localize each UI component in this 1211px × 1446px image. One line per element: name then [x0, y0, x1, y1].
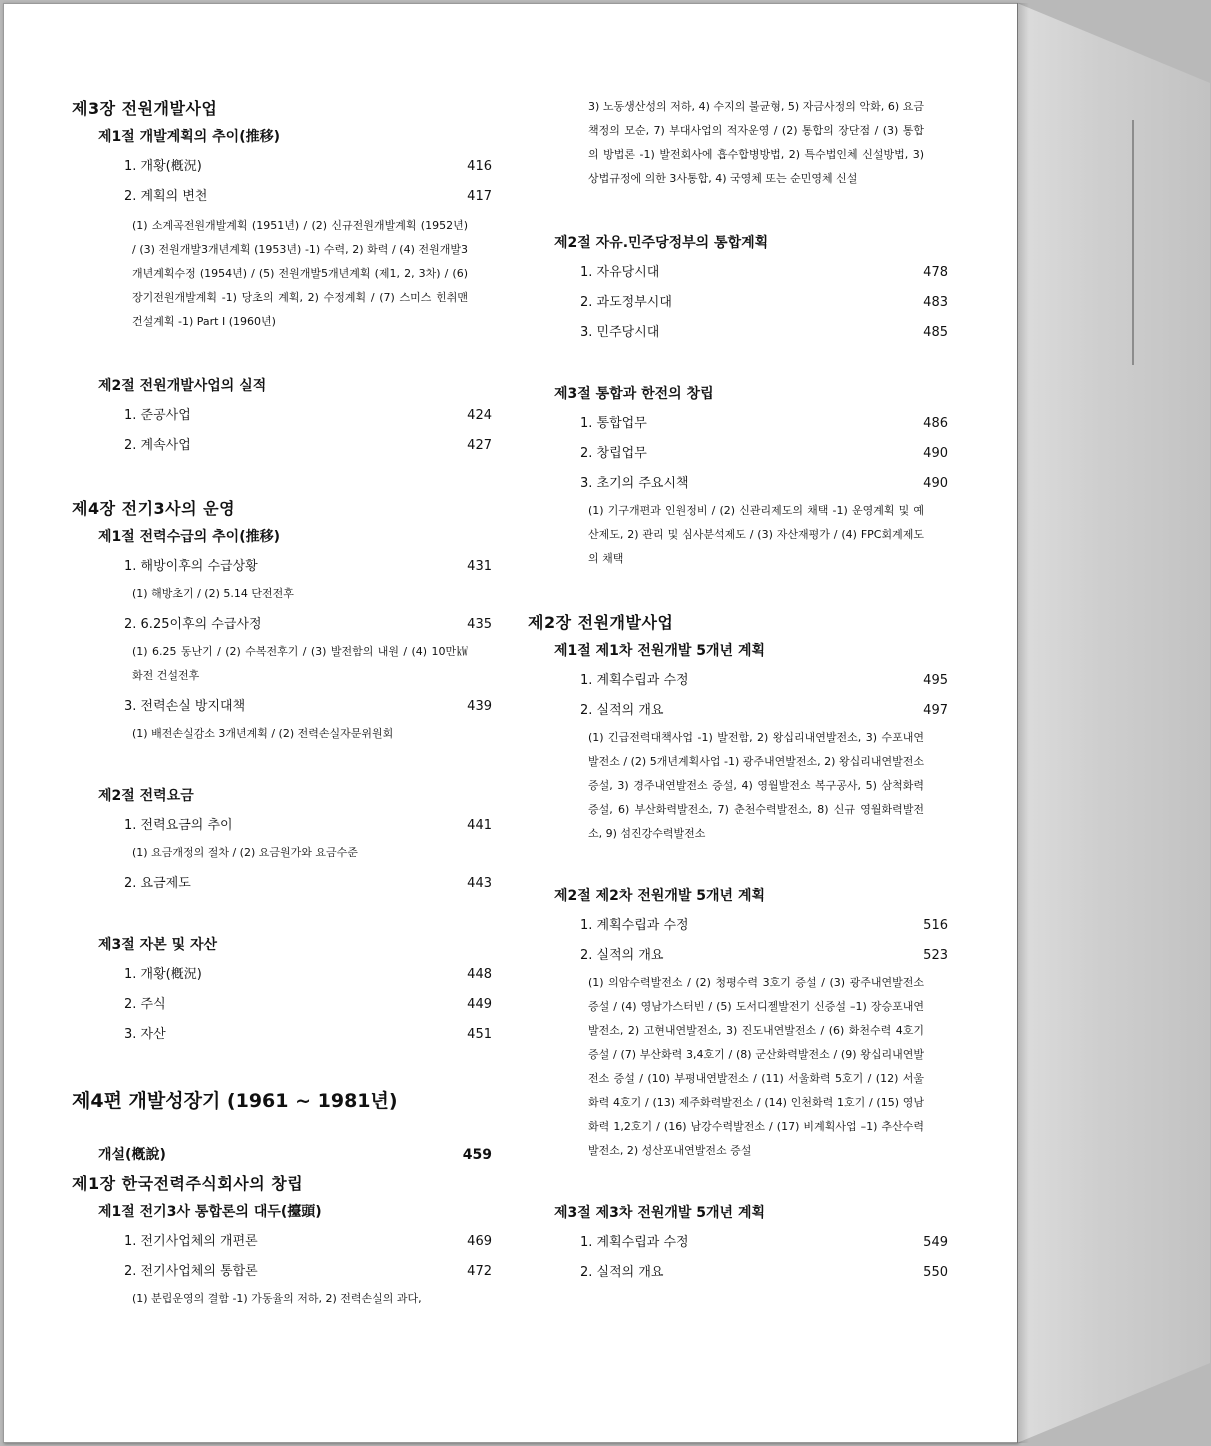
entry-label: 2. 요금제도 — [124, 876, 191, 891]
chapter-title: 제4장 전기3사의 운영 — [72, 499, 236, 518]
subsection-list: 3) 노동생산성의 저하, 4) 수지의 불균형, 5) 자금사정의 악화, 6) 요금책정의 모순, 7) 부대사업의 적자운영 / (2) 통합의 장단점 / (3) 통합의 방법론 -1) 발전회사에 흡수합병방법, 2) 특수법인체 신설방법, 3) 상법규정에 의한 3사통합, 4) 국영체 또는 순민영체 신설 — [588, 100, 924, 185]
page-number: 449 — [467, 997, 492, 1012]
page-number: 483 — [923, 295, 948, 310]
section-title: 제3절 통합과 한전의 창립 — [554, 386, 714, 402]
toc-entry[interactable] — [72, 182, 492, 212]
entry-label: 2. 계속사업 — [124, 438, 191, 453]
subsection-list: (1) 분립운영의 결함 -1) 가동율의 저하, 2) 전력손실의 과다, — [132, 1292, 422, 1305]
toc-entry[interactable] — [528, 439, 948, 469]
entry-label: 1. 계획수립과 수정 — [580, 673, 689, 688]
toc-entry[interactable] — [528, 409, 948, 439]
section-title: 제2절 자유.민주당정부의 통합계획 — [554, 235, 769, 251]
subsection-list: (1) 긴급전력대책사업 -1) 발전함, 2) 왕십리내연발전소, 3) 수포내연발전소 / (2) 5개년계획사업 -1) 광주내연발전소, 2) 왕십리내연발전소 증설, 3) 경주내연발전소 증설, 4) 영월발전소 복구공사, 5) 삼척화력 증설, 6) 부산화력발전소, 7) 춘천수력발전소, 8) 신규 영월화력발전소, 9) 섬진강수력발전소 — [588, 731, 924, 840]
page-number: 490 — [923, 446, 948, 461]
book-page-edges — [1017, 3, 1210, 1443]
chapter-title: 제3장 전원개발사업 — [72, 99, 218, 118]
subsection-list: (1) 의암수력발전소 / (2) 청평수력 3호기 증설 / (3) 광주내연발전소 증설 / (4) 영남가스터빈 / (5) 도서디젤발전기 신증설 –1) 장승포내연발전소, 2) 고현내연발전소, 3) 진도내연발전소 / (6) 화천수력 4호기 증설 / (7) 부산화력 3,4호기 / (8) 군산화력발전소 / (9) 왕십리내연발전소 증설 / (10) 부평내연발전소 / (11) 서울화력 5호기 / (12) 서울화력 4호기 / (13) 제주화력발전소 / (14) 인천화력 1호기 / (15) 영남화력 1,2호기 / (16) 남강수력발전소 / (17) 비계획사업 –1) 추산수력발전소, 2) 성산포내연발전소 증설 — [588, 976, 924, 1157]
toc-left-column — [72, 95, 492, 1315]
toc-entry[interactable] — [72, 990, 492, 1020]
page-number: 478 — [923, 265, 948, 280]
toc-entry[interactable] — [72, 431, 492, 461]
page-number: 427 — [467, 438, 492, 453]
toc-entry[interactable] — [528, 666, 948, 696]
toc-entry[interactable] — [528, 1228, 948, 1258]
page-number: 516 — [923, 918, 948, 933]
page-number: 485 — [923, 325, 948, 340]
section-title: 제2절 전력요금 — [98, 788, 194, 804]
entry-label: 2. 실적의 개요 — [580, 1265, 664, 1280]
entry-label: 1. 자유당시대 — [580, 265, 660, 280]
subsection-list: (1) 요금개정의 절차 / (2) 요금원가와 요금수준 — [132, 846, 358, 859]
page-number: 443 — [467, 876, 492, 891]
section-title: 제3절 자본 및 자산 — [98, 937, 218, 953]
entry-label: 개설(槪說) — [98, 1147, 166, 1163]
page-number: 451 — [467, 1027, 492, 1042]
section-title: 제2절 제2차 전원개발 5개년 계획 — [554, 888, 766, 904]
chapter-title: 제2장 전원개발사업 — [528, 613, 674, 632]
page-number: 439 — [467, 699, 492, 714]
section-title: 제1절 개발계획의 추이(推移) — [98, 129, 281, 145]
toc-entry[interactable] — [528, 941, 948, 971]
entry-label: 2. 과도정부시대 — [580, 295, 672, 310]
page-number: 431 — [467, 559, 492, 574]
page-number: 550 — [923, 1265, 948, 1280]
toc-entry[interactable] — [528, 1258, 948, 1288]
toc-entry[interactable] — [72, 152, 492, 182]
toc-entry[interactable] — [528, 288, 948, 318]
toc-entry[interactable] — [72, 960, 492, 990]
chapter-title: 제1장 한국전력주식회사의 창립 — [72, 1174, 304, 1193]
page-number: 549 — [923, 1235, 948, 1250]
page-number: 490 — [923, 476, 948, 491]
page-number: 424 — [467, 408, 492, 423]
entry-label: 1. 해방이후의 수급상황 — [124, 559, 258, 574]
entry-label: 1. 계획수립과 수정 — [580, 1235, 689, 1250]
entry-label: 1. 개황(槪況) — [124, 159, 202, 174]
toc-entry[interactable] — [72, 1140, 492, 1170]
entry-label: 3. 자산 — [124, 1027, 166, 1042]
toc-entry[interactable] — [72, 692, 492, 722]
subsection-list: (1) 해방초기 / (2) 5.14 단전전후 — [132, 587, 294, 600]
toc-entry[interactable] — [528, 911, 948, 941]
toc-right-column — [528, 95, 948, 1288]
subsection-list: (1) 소계곡전원개발계획 (1951년) / (2) 신규전원개발계획 (1952년) / (3) 전원개발3개년계획 (1953년) -1) 수력, 2) 화력 / (4) 전원개발3개년계획수정 (1954년) / (5) 전원개발5개년계획 (제1, 2, 3차) / (6) 장기전원개발계획 -1) 당초의 계획, 2) 수정계획 / (7) 스미스 힌취맨 건설계획 -1) Part Ⅰ (1960년) — [132, 219, 468, 328]
page-number: 441 — [467, 818, 492, 833]
entry-label: 3. 민주당시대 — [580, 325, 660, 340]
page-number: 448 — [467, 967, 492, 982]
toc-entry[interactable] — [72, 1227, 492, 1257]
toc-entry[interactable] — [528, 318, 948, 348]
page-number: 495 — [923, 673, 948, 688]
page-number: 435 — [467, 617, 492, 632]
section-title: 제1절 전기3사 통합론의 대두(擡頭) — [98, 1204, 322, 1220]
page-number: 417 — [467, 189, 492, 204]
entry-label: 2. 6.25이후의 수급사정 — [124, 617, 262, 632]
section-title: 제1절 제1차 전원개발 5개년 계획 — [554, 643, 766, 659]
toc-entry[interactable] — [72, 1257, 492, 1287]
entry-label: 2. 전기사업체의 통합론 — [124, 1264, 258, 1279]
entry-label: 1. 통합업무 — [580, 416, 647, 431]
section-title: 제3절 제3차 전원개발 5개년 계획 — [554, 1205, 766, 1221]
entry-label: 2. 창립업무 — [580, 446, 647, 461]
section-title: 제2절 전원개발사업의 실적 — [98, 378, 267, 394]
toc-entry[interactable] — [72, 811, 492, 841]
page-edge-shadow — [1017, 3, 1029, 1443]
entry-label: 2. 실적의 개요 — [580, 703, 664, 718]
entry-label: 1. 전력요금의 추이 — [124, 818, 233, 833]
part-title: 제4편 개발성장기 (1961 ~ 1981년) — [72, 1090, 398, 1112]
toc-entry[interactable] — [528, 696, 948, 726]
toc-entry[interactable] — [72, 869, 492, 899]
entry-label: 3. 전력손실 방지대책 — [124, 699, 246, 714]
page-number: 486 — [923, 416, 948, 431]
page-number: 416 — [467, 159, 492, 174]
subsection-list: (1) 기구개편과 인원정비 / (2) 신관리제도의 채택 -1) 운영계획 및 예산제도, 2) 관리 및 심사분석제도 / (3) 자산재평가 / (4) FPC회계제도의 채택 — [588, 504, 924, 565]
page-edge-mark — [1132, 120, 1134, 365]
entry-label: 2. 실적의 개요 — [580, 948, 664, 963]
subsection-list: (1) 배전손실감소 3개년계획 / (2) 전력손실자문위원회 — [132, 727, 394, 740]
entry-label: 3. 초기의 주요시책 — [580, 476, 689, 491]
entry-label: 1. 계획수립과 수정 — [580, 918, 689, 933]
toc-entry[interactable] — [528, 469, 948, 499]
entry-label: 1. 개황(槪況) — [124, 967, 202, 982]
page-number: 472 — [467, 1264, 492, 1279]
page-number: 469 — [467, 1234, 492, 1249]
toc-entry[interactable] — [72, 610, 492, 640]
toc-entry[interactable] — [72, 1020, 492, 1050]
page-number: 497 — [923, 703, 948, 718]
entry-label: 2. 계획의 변천 — [124, 189, 208, 204]
entry-label: 1. 준공사업 — [124, 408, 191, 423]
page-number: 523 — [923, 948, 948, 963]
entry-label: 2. 주식 — [124, 997, 166, 1012]
toc-entry[interactable] — [528, 258, 948, 288]
toc-entry[interactable] — [72, 401, 492, 431]
entry-label: 1. 전기사업체의 개편론 — [124, 1234, 258, 1249]
subsection-list: (1) 6.25 동난기 / (2) 수복전후기 / (3) 발전함의 내원 / (4) 10만㎾ 화전 건설전후 — [132, 645, 468, 682]
toc-entry[interactable] — [72, 552, 492, 582]
section-title: 제1절 전력수급의 추이(推移) — [98, 529, 281, 545]
page-number: 459 — [462, 1147, 492, 1163]
